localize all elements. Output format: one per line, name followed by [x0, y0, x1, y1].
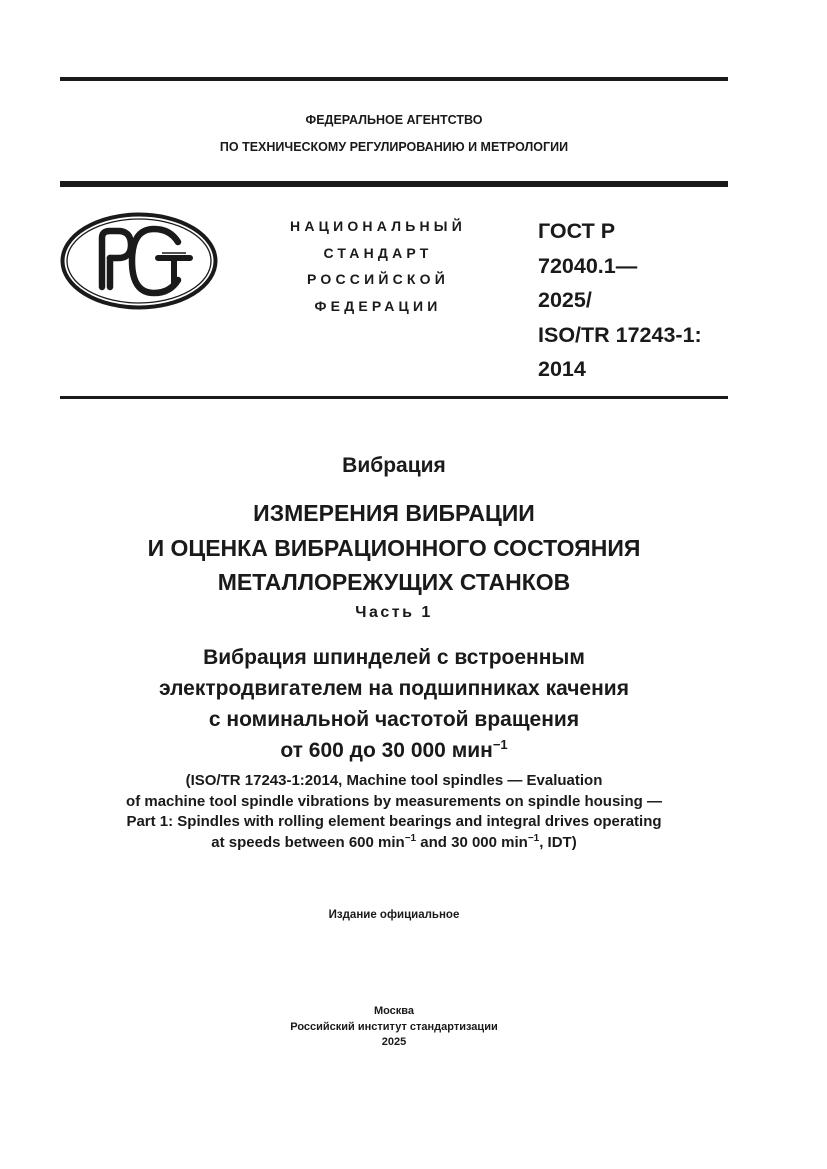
iso-line-2: of machine tool spindle vibrations by measurements on spindle housing — — [126, 792, 662, 810]
category-title: Вибрация — [342, 454, 446, 477]
main-title-line-1: ИЗМЕРЕНИЯ ВИБРАЦИИ — [253, 500, 535, 526]
iso-line-4-a: at speeds between 600 min — [211, 833, 405, 851]
agency-line-2: ПО ТЕХНИЧЕСКОМУ РЕГУЛИРОВАНИЮ И МЕТРОЛОГИИ — [219, 140, 569, 154]
title-rule — [60, 396, 728, 399]
iso-line-4-c: , IDT) — [539, 833, 577, 851]
national-line-1: НАЦИОНАЛЬНЫЙ — [290, 218, 466, 234]
iso-line-1: (ISO/TR 17243-1:2014, Machine tool spindles — Evaluation — [185, 772, 603, 789]
part-label: Часть 1 — [355, 604, 433, 621]
national-line-4: ФЕДЕРАЦИИ — [314, 297, 442, 314]
subtitle-line-4-text: от 600 до 30 000 мин — [280, 739, 493, 762]
designation-line-3: 2025/ — [538, 288, 592, 312]
designation-line-2: 72040.1— — [538, 253, 638, 278]
publisher-year: 2025 — [381, 1036, 407, 1048]
subtitle-line-3: с номинальной частотой вращения — [208, 708, 580, 731]
subtitle-line-2: электродвигателем на подшипниках качения — [159, 677, 629, 700]
subtitle-line-1: Вибрация шпинделей с встроенным — [203, 646, 585, 669]
iso-exp-2: −1 — [527, 832, 540, 844]
rst-logo — [60, 212, 218, 310]
national-line-2: СТАНДАРТ — [323, 244, 433, 261]
iso-line-4 — [60, 833, 728, 854]
main-title-line-2: И ОЦЕНКА ВИБРАЦИОННОГО СОСТОЯНИЯ — [147, 534, 641, 561]
iso-line-4-b: and 30 000 min — [416, 833, 528, 851]
iso-exp-1: −1 — [404, 832, 417, 844]
subtitle-line-4 — [60, 735, 728, 766]
national-standard-caption — [262, 213, 494, 319]
iso-line-3: Part 1: Spindles with rolling element bearings and integral drives operating — [126, 813, 662, 830]
designation-line-5: 2014 — [538, 357, 586, 381]
main-title — [60, 496, 728, 600]
top-rule — [60, 77, 728, 81]
header-rule — [60, 181, 728, 187]
publisher-city: Москва — [373, 1005, 415, 1017]
agency-line-1: ФЕДЕРАЛЬНОЕ АГЕНТСТВО — [305, 113, 483, 127]
subtitle — [60, 642, 728, 766]
iso-reference — [60, 771, 728, 853]
publisher-block — [60, 1004, 728, 1051]
subtitle-exponent: −1 — [492, 737, 508, 752]
national-line-3: РОССИЙСКОЙ — [307, 271, 449, 287]
publisher-institute: Российский институт стандартизации — [290, 1020, 498, 1033]
designation-line-1: ГОСТ Р — [538, 219, 616, 243]
designation-line-4: ISO/TR 17243-1: — [538, 322, 702, 347]
edition-label: Издание официальное — [328, 909, 460, 921]
main-title-line-3: МЕТАЛЛОРЕЖУЩИХ СТАНКОВ — [217, 569, 571, 595]
standard-designation — [538, 214, 738, 387]
